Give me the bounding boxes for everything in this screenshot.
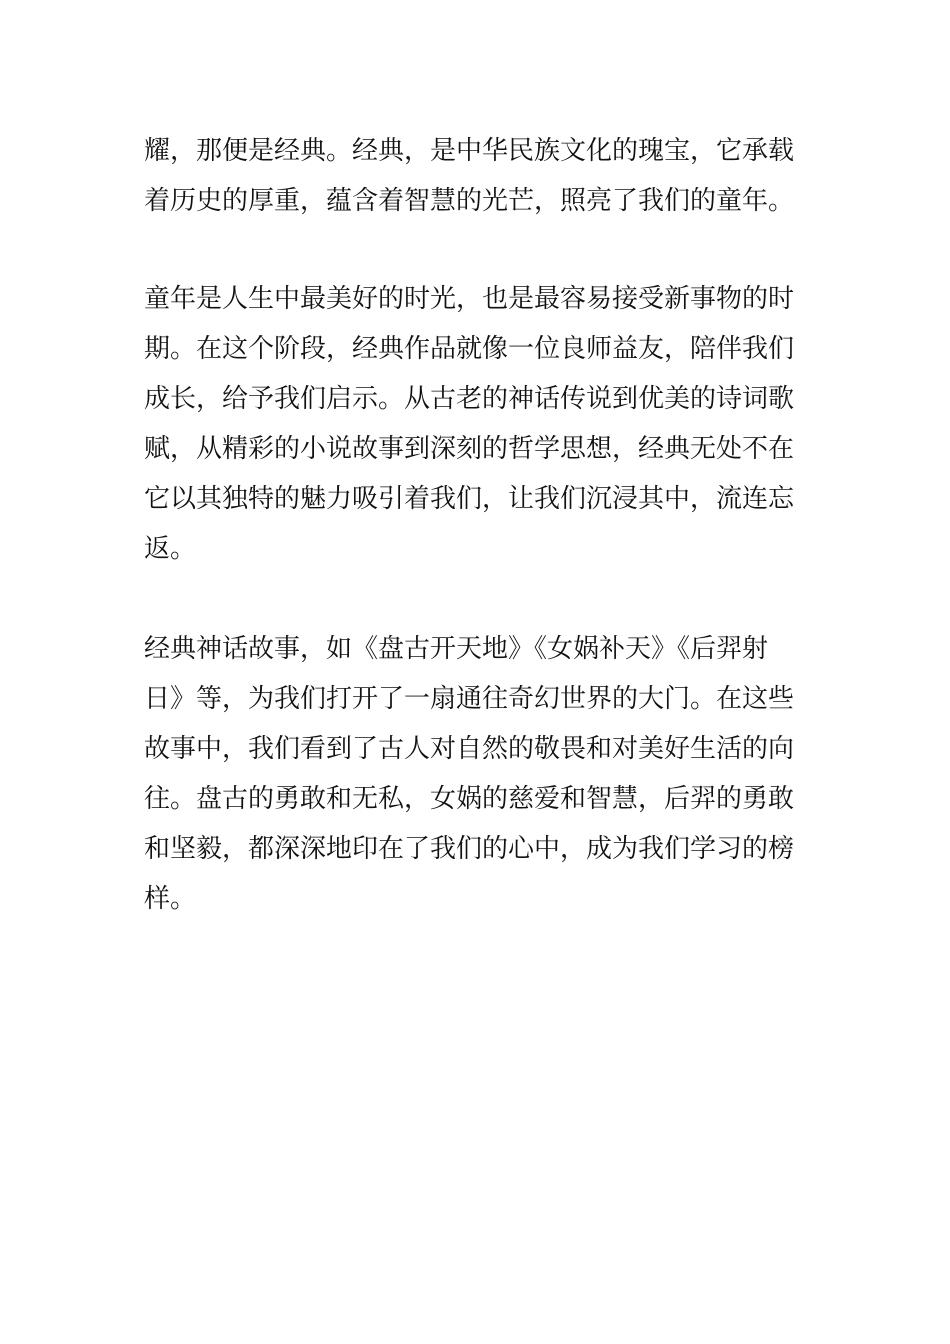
paragraph-1: [144, 126, 816, 226]
paragraph-line: 耀，那便是经典。经典，是中华民族文化的瑰宝，它承载: [144, 136, 795, 166]
paragraph-line: 样。: [144, 884, 197, 914]
paragraph-3: [144, 624, 816, 924]
paragraph-line: 经典神话故事，如《盘古开天地》《女娲补天》《后羿射: [144, 634, 769, 664]
paragraph-line: 着历史的厚重，蕴含着智慧的光芒，照亮了我们的童年。: [144, 186, 795, 216]
paragraph-line: 童年是人生中最美好的时光，也是最容易接受新事物的时: [144, 284, 795, 314]
paragraph-line: 往。盘古的勇敢和无私，女娲的慈爱和智慧，后羿的勇敢: [144, 784, 795, 814]
paragraph-line: 故事中，我们看到了古人对自然的敬畏和对美好生活的向: [144, 734, 795, 764]
paragraph-2: [144, 274, 816, 574]
paragraph-line: 成长，给予我们启示。从古老的神话传说到优美的诗词歌: [144, 384, 795, 414]
paragraph-line: 日》等，为我们打开了一扇通往奇幻世界的大门。在这些: [144, 684, 795, 714]
paragraph-line: 返。: [144, 534, 197, 564]
paragraph-line: 期。在这个阶段，经典作品就像一位良师益友，陪伴我们: [144, 334, 795, 364]
paragraph-line: 它以其独特的魅力吸引着我们，让我们沉浸其中，流连忘: [144, 484, 795, 514]
paragraph-line: 赋，从精彩的小说故事到深刻的哲学思想，经典无处不在: [144, 434, 795, 464]
paragraph-line: 和坚毅，都深深地印在了我们的心中，成为我们学习的榜: [144, 834, 795, 864]
